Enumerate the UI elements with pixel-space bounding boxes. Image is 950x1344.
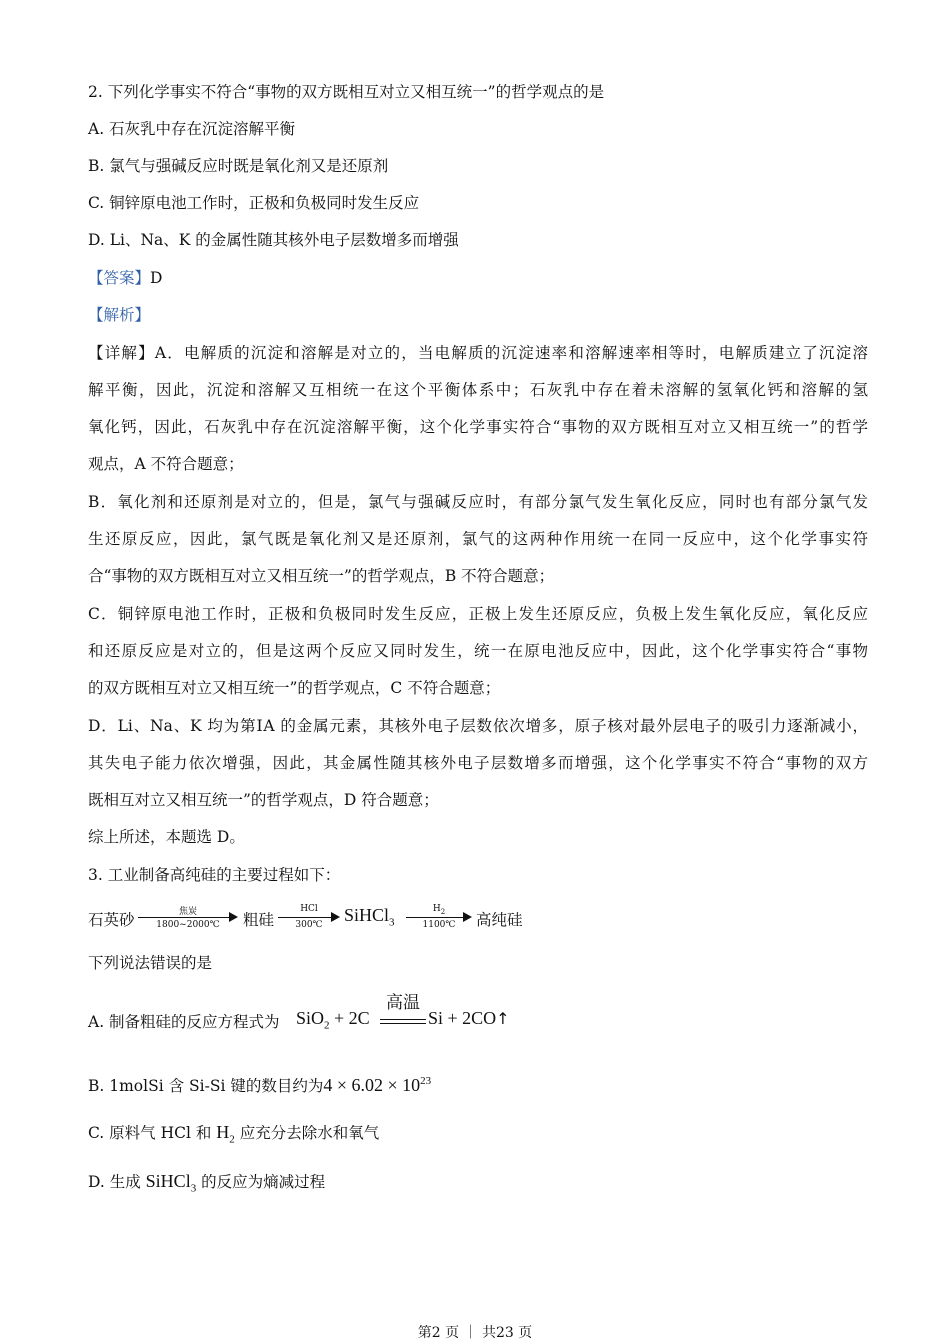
detail-line-11: D．Li、Na、K 均为第ⅠA 的金属元素，其核外电子层数依次增多，原子核对最外层电子的吸引力逐渐减小，: [88, 717, 868, 735]
answer-value: D: [150, 269, 163, 287]
flow-arrow-2-condition: 300℃: [295, 920, 323, 930]
q3-stem: 3. 工业制备高纯硅的主要过程如下：: [88, 866, 341, 884]
flow-arrow-1-reagent: 焦炭: [178, 907, 197, 917]
q3-option-a-equals: [380, 1019, 426, 1024]
q3-option-c-h2: $H_2$: [216, 1122, 235, 1146]
detail-line-10: 的双方既相互对立又相互统一”的哲学观点，C 不符合题意；: [88, 679, 501, 697]
flow-node-sihcl3: SiHCl$_3$: [344, 905, 395, 929]
q3-option-c: C. 原料气 HCl 和 $H_2$ 应充分去除水和氧气: [88, 1122, 380, 1146]
flow-arrow-1: [138, 898, 238, 938]
q3-option-a-reactants: SiO$_2$ + 2C: [296, 1008, 370, 1032]
answer-row: [88, 267, 868, 289]
detail-line-1: [88, 342, 868, 364]
q2-option-b: B. 氯气与强碱反应时既是氧化剂又是还原剂: [88, 157, 389, 175]
flow-node-quartz-sand: 石英砂: [88, 911, 135, 929]
detail-line-8: C．铜锌原电池工作时，正极和负极同时发生反应，正极上发生还原反应，负极上发生氧化反应，氧化反应: [88, 605, 868, 623]
q3-option-b-math: $4 \times 6.02 \times 10^{23}$: [323, 1075, 432, 1095]
flow-arrow-2: [278, 898, 340, 938]
detail-line-13: 既相互对立又相互统一”的哲学观点，D 符合题意；: [88, 791, 439, 809]
q3-option-a: [88, 990, 688, 1035]
detail-line-5: B．氧化剂和还原剂是对立的，但是，氯气与强碱反应时，有部分氯气发生氧化反应，同时也有部分氯气发: [88, 493, 868, 511]
detail-line-6: 生还原反应，因此，氯气既是氧化剂又是还原剂，氯气的这两种作用统一在同一反应中，这个化学事实符: [88, 530, 868, 548]
q3-option-a-products: Si + 2CO↑: [428, 1008, 510, 1028]
flow-arrow-1-condition: 1800~2000℃: [156, 920, 220, 930]
detail-line-7: 合“事物的双方既相互对立又相互统一”的哲学观点，B 不符合题意；: [88, 567, 555, 585]
detail-line-14: 综上所述，本题选 D。: [88, 828, 245, 846]
flow-node-high-purity-silicon: 高纯硅: [476, 911, 523, 929]
detail-tag: 【详解】: [88, 344, 155, 362]
q2-option-a: A. 石灰乳中存在沉淀溶解平衡: [88, 120, 296, 138]
q3-option-a-condition: 高温: [386, 993, 420, 1013]
analysis-tag: 【解析】: [88, 306, 151, 324]
flow-arrow-2-reagent: HCl: [300, 904, 318, 914]
flow-arrow-3-reagent: $H_2$: [432, 904, 446, 916]
page-footer: 第2 页 ｜ 共23 页: [417, 1325, 533, 1341]
detail-line-9: 和还原反应是对立的，但是这两个反应又同时发生，统一在原电池反应中，因此，这个化学事实符合“事物: [88, 642, 868, 660]
answer-tag: 【答案】: [88, 269, 151, 287]
process-flow: [88, 898, 588, 938]
q2-option-d: D. Li、Na、K 的金属性随其核外电子层数增多而增强: [88, 231, 459, 249]
q3-prompt: 下列说法错误的是: [88, 954, 213, 972]
detail-line-12: 其失电子能力依次增强，因此，其金属性随其核外电子层数增多而增强，这个化学事实不符合“事物的双方: [88, 754, 868, 772]
q3-option-d-sihcl3: SiHCl$_3$: [145, 1171, 197, 1195]
flow-node-crude-silicon: 粗硅: [243, 911, 275, 929]
q2-option-c: C. 铜锌原电池工作时，正极和负极同时发生反应: [88, 194, 420, 212]
q3-option-d: D. 生成 SiHCl$_3$ 的反应为熵减过程: [88, 1171, 326, 1195]
flow-arrow-3: [406, 898, 472, 938]
q3-option-b: B. 1molSi 含 Si-Si 键的数目约为$4 \times 6.02 \times 10^{23}$: [88, 1075, 432, 1095]
detail-text: A．电解质的沉淀和溶解是对立的，当电解质的沉淀速率和溶解速率相等时，电解质建立了沉淀溶: [154, 344, 868, 362]
detail-line-2: 解平衡，因此，沉淀和溶解又互相统一在这个平衡体系中；石灰乳中存在着未溶解的氢氧化钙和溶解的氢: [88, 381, 868, 399]
q3-option-a-text: A. 制备粗硅的反应方程式为: [88, 1013, 280, 1031]
detail-line-3: 氧化钙，因此，石灰乳中存在沉淀溶解平衡，这个化学事实符合“事物的双方既相互对立又相互统一”的哲学: [88, 418, 868, 436]
detail-line-4: 观点，A 不符合题意；: [88, 455, 244, 473]
flow-arrow-3-condition: 1100℃: [422, 920, 456, 930]
q2-stem: 2. 下列化学事实不符合“事物的双方既相互对立又相互统一”的哲学观点的是: [88, 83, 605, 101]
